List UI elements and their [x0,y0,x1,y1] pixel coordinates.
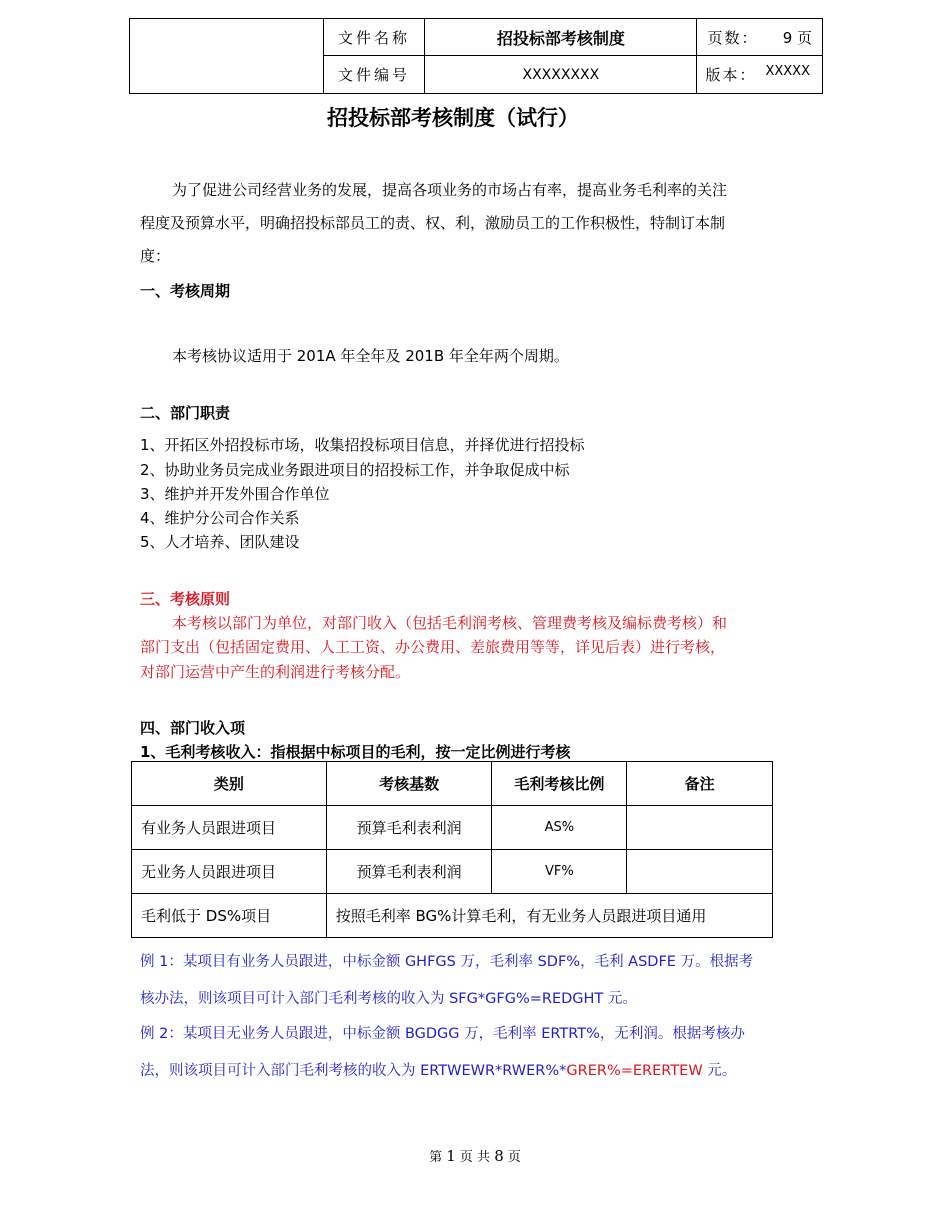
table-cell [627,806,773,850]
section-1-heading: 一、考核周期 [140,282,231,300]
section-4-heading: 四、部门收入项 [140,719,246,737]
intro-paragraph [140,174,800,273]
gross-margin-table [131,761,773,938]
example-1 [140,944,820,1018]
file-no-value: XXXXXXXX [425,56,697,94]
logo-cell [130,19,324,94]
table-cell: 毛利低于 DS%项目 [132,894,327,938]
pages-cell [697,19,823,56]
table-row [132,850,773,894]
table-cell: VF% [492,850,627,894]
footer-suffix: 页 [507,1150,521,1165]
example-1-line-2: 核办法，则该项目可计入部门毛利考核的收入为 SFG*GFG%=REDGHT 元。 [140,991,637,1007]
section-3-heading: 三、考核原则 [140,590,231,608]
table-header-cell: 考核基数 [326,762,492,806]
section-3-line-2: 部门支出（包括固定费用、人工工资、办公费用、差旅费用等等，详见后表）进行考核， [140,638,726,656]
duty-item-1: 1、开拓区外招投标市场，收集招投标项目信息，并择优进行招投标 [140,436,585,454]
pages-label: 页数： [707,28,759,47]
section-2-heading: 二、部门职责 [140,404,231,422]
section-3-line-1: 本考核以部门为单位，对部门收入（包括毛利润考核、管理费考核及编标费考核）和 [172,614,728,632]
example-2-line-1: 例 2：某项目无业务人员跟进，中标金额 BGDGG 万，毛利率 ERTRT%，无利润。根据考核办 [140,1026,745,1042]
example-2-formula-a: 法，则该项目可计入部门毛利考核的收入为 ERTWEWR*RWER%* [140,1063,567,1079]
file-no-label: 文件编号 [323,56,424,94]
footer-prefix: 第 [429,1150,443,1165]
table-header-cell: 毛利考核比例 [492,762,627,806]
intro-line-2: 程度及预算水平，明确招投标部员工的责、权、利，激励员工的工作积极性，特制订本制 [140,214,726,232]
footer-middle: 页 共 [459,1150,491,1165]
table-cell [627,850,773,894]
table-cell: 预算毛利表利润 [326,806,492,850]
example-2-line-2 [140,1053,820,1090]
section-4-subheading: 1、毛利考核收入：指根据中标项目的毛利，按一定比例进行考核 [140,743,571,761]
duty-item-2: 2、协助业务员完成业务跟进项目的招投标工作，并争取促成中标 [140,461,570,479]
table-header-row [132,762,773,806]
page-footer [0,1146,950,1165]
footer-current-page: 1 [446,1147,456,1165]
table-header-cell: 备注 [627,762,773,806]
table-cell: AS% [492,806,627,850]
pages-value: 9 页 [782,28,812,47]
duty-item-3: 3、维护并开发外围合作单位 [140,485,330,503]
table-row [132,806,773,850]
duty-item-5: 5、人才培养、团队建设 [140,533,300,551]
table-merged-cell: 按照毛利率 BG%计算毛利，有无业务人员跟进项目通用 [326,894,772,938]
document-header-table [129,18,823,94]
example-2-formula-b: GRER%=ERERTEW [566,1063,703,1079]
example-2-formula-c: 元。 [702,1063,737,1079]
footer-total-pages: 8 [494,1147,504,1165]
intro-line-3: 度： [140,247,171,265]
version-cell [697,56,823,94]
intro-line-1: 为了促进公司经营业务的发展，提高各项业务的市场占有率，提高业务毛利率的关注 [172,181,728,199]
table-row [132,894,773,938]
table-cell: 预算毛利表利润 [326,850,492,894]
table-header-cell: 类别 [132,762,327,806]
version-value: XXXXX [765,64,810,79]
table-cell: 有业务人员跟进项目 [132,806,327,850]
duty-item-4: 4、维护分公司合作关系 [140,509,300,527]
example-2 [140,1016,820,1090]
section-1-text: 本考核协议适用于 201A 年全年及 201B 年全年两个周期。 [172,347,569,365]
table-cell: 无业务人员跟进项目 [132,850,327,894]
example-1-line-1: 例 1：某项目有业务人员跟进，中标金额 GHFGS 万，毛利率 SDF%，毛利 ASDFE 万。根据考 [140,954,754,970]
section-3-line-3: 对部门运营中产生的利润进行考核分配。 [140,663,411,681]
version-label: 版本： [705,66,757,84]
file-name-label: 文件名称 [323,19,424,56]
file-name-value: 招投标部考核制度 [425,19,697,56]
document-title: 招投标部考核制度（试行） [327,106,579,130]
